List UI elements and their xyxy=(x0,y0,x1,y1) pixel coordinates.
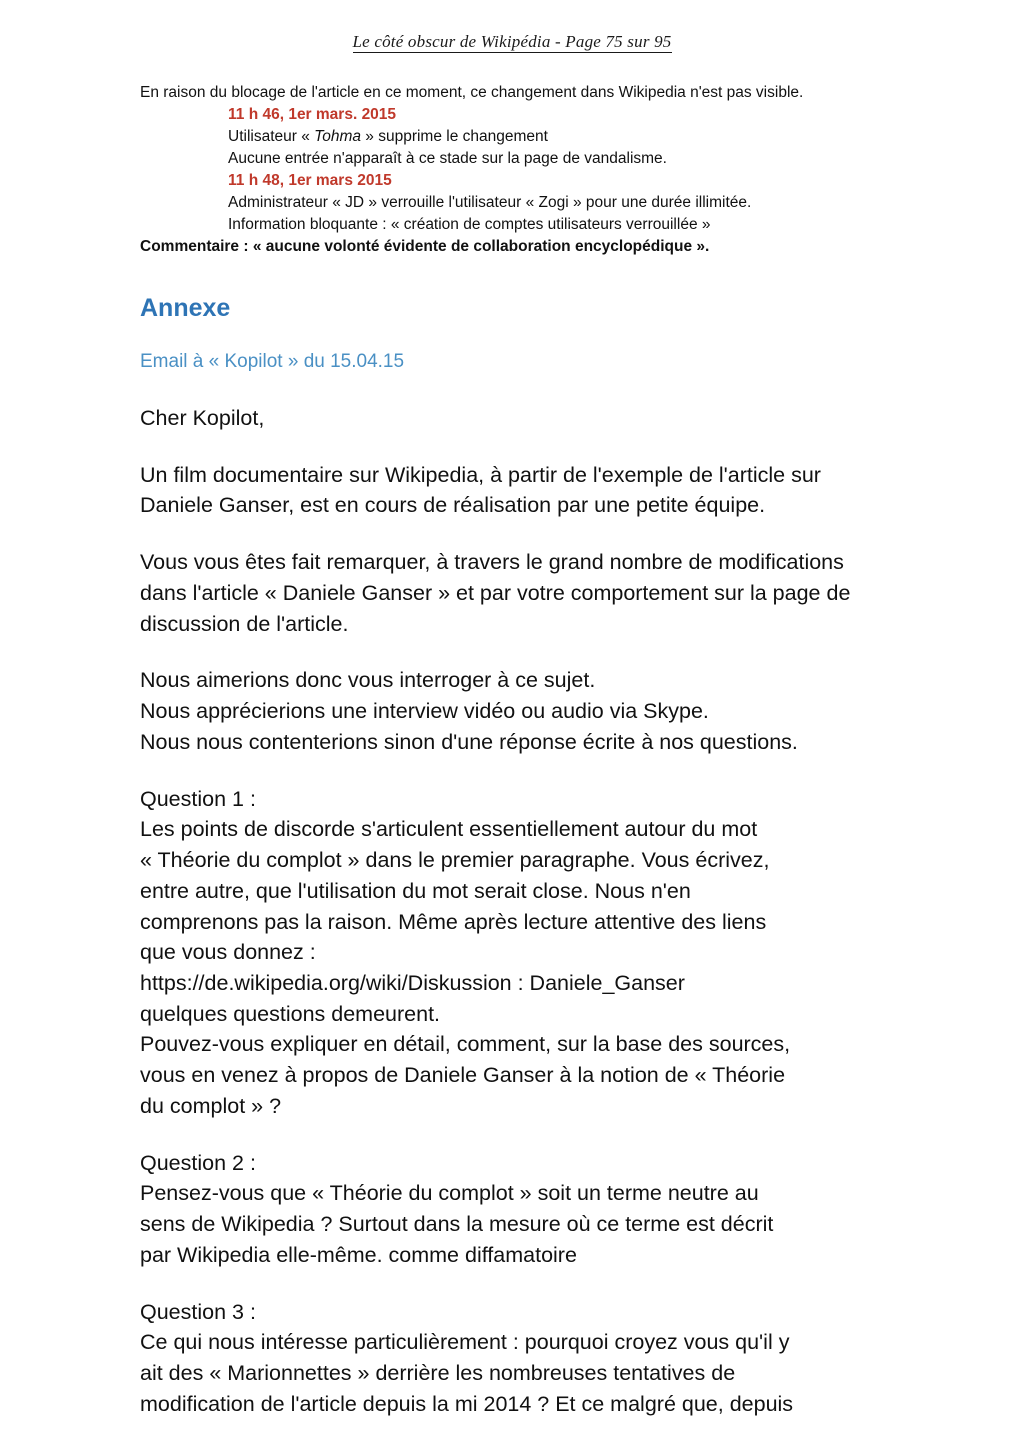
log-comment: Commentaire : « aucune volonté évidente de collaboration encyclopédique ». xyxy=(140,238,710,255)
log-entry-0-time: 11 h 46, 1er mars. 2015 xyxy=(228,106,397,123)
question-1-line-3: comprenons pas la raison. Même après lecture attentive des liens xyxy=(140,909,767,934)
log-entry-1-time: 11 h 48, 1er mars 2015 xyxy=(228,172,392,189)
question-3-line-1: ait des « Marionnettes » derrière les nombreuses tentatives de xyxy=(140,1361,736,1386)
question-2-label: Question 2 : xyxy=(140,1150,256,1175)
annexe-heading: Annexe xyxy=(140,294,231,322)
letter-salutation: Cher Kopilot, xyxy=(140,406,265,430)
log-entry-0-line-1: Aucune entrée n'apparaît à ce stade sur la page de vandalisme. xyxy=(228,150,667,167)
running-header xyxy=(0,0,1024,52)
running-header-text: Le côté obscur de Wikipédia - Page 75 sur 95 xyxy=(352,32,672,51)
question-3-label: Question 3 : xyxy=(140,1299,256,1324)
letter-body xyxy=(0,403,1024,1420)
log-entry-1-line-1: Information bloquante : « création de comptes utilisateurs verrouillée » xyxy=(228,216,711,233)
question-2-line-0: Pensez-vous que « Théorie du complot » soit un terme neutre au xyxy=(140,1181,759,1206)
question-1-link: https://de.wikipedia.org/wiki/Diskussion : Daniele_Ganser xyxy=(140,971,685,996)
question-1-line-7: Pouvez-vous expliquer en détail, comment, sur la base des sources, xyxy=(140,1032,791,1057)
question-1-line-6: quelques questions demeurent. xyxy=(140,1001,441,1026)
letter-paragraph-1: Vous vous êtes fait remarquer, à travers le grand nombre de modifications dans l'article « Daniele Ganser » et par votre comportement sur la page de discussion de l'article. xyxy=(140,550,851,636)
letter-request-line-1: Nous apprécierions une interview vidéo ou audio via Skype. xyxy=(140,699,709,724)
log-intro: En raison du blocage de l'article en ce moment, ce changement dans Wikipedia n'est pas visible. xyxy=(140,84,804,101)
log-entry-0-line-0: Utilisateur « Tohma » supprime le changement xyxy=(228,128,548,145)
letter-request xyxy=(140,665,896,757)
question-3-line-2: modification de l'article depuis la mi 2014 ? Et ce malgré que, depuis xyxy=(140,1391,794,1416)
question-1-line-2: entre autre, que l'utilisation du mot serait close. Nous n'en xyxy=(140,878,691,903)
question-1-line-1: « Théorie du complot » dans le premier paragraphe. Vous écrivez, xyxy=(140,848,770,873)
question-3-line-0: Ce qui nous intéresse particulièrement : pourquoi croyez vous qu'il y xyxy=(140,1330,790,1355)
letter-request-line-2: Nous nous contenterions sinon d'une réponse écrite à nos questions. xyxy=(140,729,798,754)
question-3 xyxy=(140,1297,896,1420)
letter-request-line-0: Nous aimerions donc vous interroger à ce sujet. xyxy=(140,668,596,693)
question-1 xyxy=(140,784,896,1122)
letter-paragraph-0: Un film documentaire sur Wikipedia, à partir de l'exemple de l'article sur Daniele Ganser, est en cours de réalisation par une petite équipe. xyxy=(140,462,821,518)
question-1-line-8: vous en venez à propos de Daniele Ganser à la notion de « Théorie xyxy=(140,1063,786,1088)
annexe-subheading: Email à « Kopilot » du 15.04.15 xyxy=(140,351,405,372)
question-1-line-9: du complot » ? xyxy=(140,1093,282,1118)
log-entry-1-line-0: Administrateur « JD » verrouille l'utilisateur « Zogi » pour une durée illimitée. xyxy=(228,194,752,211)
question-2-line-1: sens de Wikipedia ? Surtout dans la mesure où ce terme est décrit xyxy=(140,1212,774,1237)
log-block xyxy=(0,82,1024,258)
question-1-label: Question 1 : xyxy=(140,786,256,811)
question-2 xyxy=(140,1148,896,1271)
question-1-line-4: que vous donnez : xyxy=(140,940,316,965)
username-tohma: Tohma xyxy=(314,128,361,145)
question-1-line-0: Les points de discorde s'articulent essentiellement autour du mot xyxy=(140,817,758,842)
question-2-line-2: par Wikipedia elle-même. comme diffamatoire xyxy=(140,1242,577,1267)
